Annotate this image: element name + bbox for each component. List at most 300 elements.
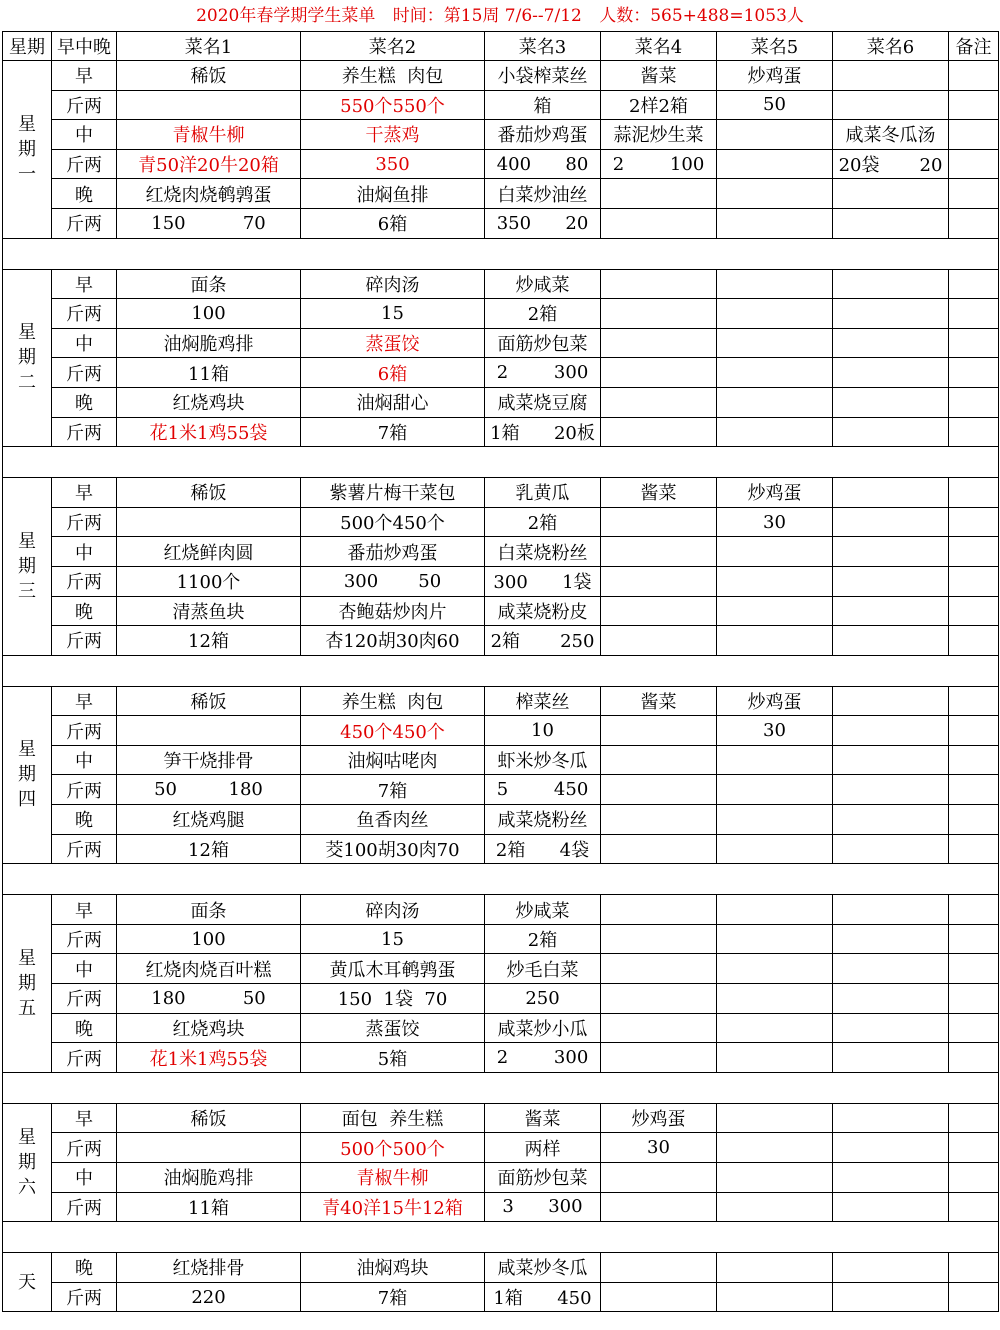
dish-cell: 6箱 <box>301 208 485 238</box>
menu-row <box>3 387 999 417</box>
dish-cell <box>601 984 717 1014</box>
dish-cell <box>833 1133 949 1163</box>
dish-cell: 茭100胡30肉70 <box>301 834 485 864</box>
dish-cell: 蒜泥炒生菜 <box>601 120 717 150</box>
spacer-cell <box>3 447 999 478</box>
menu-table <box>2 31 999 1312</box>
dish-cell <box>949 269 999 299</box>
dish-cell <box>833 1163 949 1193</box>
menu-row <box>3 895 999 925</box>
meal-label: 斤两 <box>52 834 117 864</box>
dish-cell <box>717 1043 833 1073</box>
meal-label: 早 <box>52 1103 117 1133</box>
dish-cell <box>601 895 717 925</box>
dish-cell <box>833 775 949 805</box>
meal-label: 早 <box>52 686 117 716</box>
day-label: 星 期 四 <box>3 686 52 864</box>
dish-cell <box>949 179 999 209</box>
dish-cell <box>949 1043 999 1073</box>
dish-cell <box>717 596 833 626</box>
menu-row <box>3 299 999 329</box>
menu-row <box>3 984 999 1014</box>
menu-row <box>3 686 999 716</box>
meal-label: 晚 <box>52 387 117 417</box>
dish-cell <box>949 1103 999 1133</box>
dish-cell: 20袋 20 <box>833 149 949 179</box>
meal-label: 斤两 <box>52 149 117 179</box>
dish-cell: 乳黄瓜 <box>485 478 601 508</box>
menu-row <box>3 775 999 805</box>
dish-cell: 15 <box>301 924 485 954</box>
day-label: 星 期 一 <box>3 61 52 239</box>
dish-cell: 青40洋15牛12箱 <box>301 1192 485 1222</box>
meal-label: 斤两 <box>52 1133 117 1163</box>
dish-cell <box>717 984 833 1014</box>
dish-cell <box>949 208 999 238</box>
dish-cell: 番茄炒鸡蛋 <box>301 537 485 567</box>
dish-cell: 红烧鸡块 <box>117 387 301 417</box>
dish-cell <box>949 566 999 596</box>
meal-label: 晚 <box>52 596 117 626</box>
dish-cell <box>117 507 301 537</box>
dish-cell: 300 1袋 <box>485 566 601 596</box>
header-row <box>3 32 999 61</box>
meal-label: 晚 <box>52 805 117 835</box>
dish-cell <box>717 1163 833 1193</box>
dish-cell <box>949 895 999 925</box>
dish-cell <box>117 90 301 120</box>
dish-cell: 炒鸡蛋 <box>717 686 833 716</box>
dish-cell: 小袋榨菜丝 <box>485 61 601 91</box>
dish-cell: 清蒸鱼块 <box>117 596 301 626</box>
dish-cell: 550个550个 <box>301 90 485 120</box>
dish-cell <box>949 716 999 746</box>
dish-cell <box>949 596 999 626</box>
dish-cell: 青椒牛柳 <box>301 1163 485 1193</box>
dish-cell: 稀饭 <box>117 1103 301 1133</box>
dish-cell <box>949 537 999 567</box>
dish-cell <box>949 1253 999 1283</box>
dish-cell: 稀饭 <box>117 61 301 91</box>
dish-cell <box>601 775 717 805</box>
dish-cell: 2箱 <box>485 299 601 329</box>
dish-cell <box>601 954 717 984</box>
dish-cell: 30 <box>601 1133 717 1163</box>
spacer-cell <box>3 238 999 269</box>
header-cell: 备注 <box>949 32 999 61</box>
menu-row <box>3 626 999 656</box>
dish-cell <box>949 1163 999 1193</box>
dish-cell: 青椒牛柳 <box>117 120 301 150</box>
meal-label: 中 <box>52 954 117 984</box>
dish-cell: 咸菜炒小瓜 <box>485 1013 601 1043</box>
dish-cell: 酱菜 <box>485 1103 601 1133</box>
dish-cell: 10 <box>485 716 601 746</box>
dish-cell <box>833 358 949 388</box>
dish-cell <box>601 208 717 238</box>
dish-cell <box>117 1133 301 1163</box>
dish-cell: 红烧鲜肉圆 <box>117 537 301 567</box>
dish-cell: 150 70 <box>117 208 301 238</box>
dish-cell <box>601 1282 717 1312</box>
dish-cell <box>949 61 999 91</box>
dish-cell <box>949 328 999 358</box>
dish-cell: 2箱 4袋 <box>485 834 601 864</box>
dish-cell: 杏鲍菇炒肉片 <box>301 596 485 626</box>
dish-cell <box>601 1253 717 1283</box>
dish-cell <box>717 328 833 358</box>
dish-cell <box>717 1133 833 1163</box>
day-label: 星 期 三 <box>3 478 52 656</box>
meal-label: 早 <box>52 895 117 925</box>
dish-cell: 番茄炒鸡蛋 <box>485 120 601 150</box>
dish-cell: 杏120胡30肉60 <box>301 626 485 656</box>
dish-cell <box>949 90 999 120</box>
dish-cell <box>833 90 949 120</box>
menu-row <box>3 1253 999 1283</box>
meal-label: 中 <box>52 120 117 150</box>
menu-row <box>3 179 999 209</box>
dish-cell <box>949 507 999 537</box>
dish-cell <box>601 1163 717 1193</box>
dish-cell <box>601 537 717 567</box>
dish-cell <box>717 834 833 864</box>
dish-cell <box>717 1253 833 1283</box>
dish-cell: 2箱 250 <box>485 626 601 656</box>
dish-cell: 30 <box>717 716 833 746</box>
dish-cell <box>601 1013 717 1043</box>
dish-cell: 2 300 <box>485 358 601 388</box>
dish-cell: 面包 养生糕 <box>301 1103 485 1133</box>
dish-cell <box>601 596 717 626</box>
dish-cell: 5箱 <box>301 1043 485 1073</box>
dish-cell <box>833 626 949 656</box>
meal-label: 斤两 <box>52 1043 117 1073</box>
menu-row <box>3 417 999 447</box>
meal-label: 晚 <box>52 1253 117 1283</box>
dish-cell <box>949 149 999 179</box>
meal-label: 斤两 <box>52 417 117 447</box>
dish-cell <box>949 805 999 835</box>
dish-cell: 炒鸡蛋 <box>601 1103 717 1133</box>
dish-cell: 箱 <box>485 90 601 120</box>
meal-label: 晚 <box>52 1013 117 1043</box>
dish-cell <box>949 745 999 775</box>
dish-cell: 7箱 <box>301 417 485 447</box>
meal-label: 中 <box>52 1163 117 1193</box>
dish-cell <box>601 299 717 329</box>
dish-cell <box>717 895 833 925</box>
dish-cell <box>833 716 949 746</box>
spacer-cell <box>3 1222 999 1253</box>
menu-row <box>3 90 999 120</box>
dish-cell <box>833 61 949 91</box>
menu-row <box>3 328 999 358</box>
dish-cell <box>601 834 717 864</box>
dish-cell: 咸菜冬瓜汤 <box>833 120 949 150</box>
dish-cell <box>601 566 717 596</box>
dish-cell <box>833 387 949 417</box>
day-label: 星 期 五 <box>3 895 52 1073</box>
meal-label: 斤两 <box>52 1282 117 1312</box>
dish-cell: 花1米1鸡55袋 <box>117 1043 301 1073</box>
menu-row <box>3 537 999 567</box>
dish-cell <box>601 328 717 358</box>
dish-cell <box>833 299 949 329</box>
dish-cell: 11箱 <box>117 1192 301 1222</box>
spacer-row <box>3 864 999 895</box>
dish-cell: 油焖脆鸡排 <box>117 1163 301 1193</box>
meal-label: 斤两 <box>52 924 117 954</box>
dish-cell <box>717 537 833 567</box>
dish-cell <box>833 745 949 775</box>
menu-row <box>3 269 999 299</box>
dish-cell <box>717 1282 833 1312</box>
dish-cell: 酱菜 <box>601 61 717 91</box>
header-cell: 星期 <box>3 32 52 61</box>
dish-cell: 咸菜烧粉丝 <box>485 805 601 835</box>
dish-cell <box>949 686 999 716</box>
menu-row <box>3 208 999 238</box>
dish-cell: 炒毛白菜 <box>485 954 601 984</box>
dish-cell: 油焖鱼排 <box>301 179 485 209</box>
dish-cell <box>717 179 833 209</box>
dish-cell: 黄瓜木耳鹌鹑蛋 <box>301 954 485 984</box>
dish-cell <box>717 208 833 238</box>
meal-label: 斤两 <box>52 626 117 656</box>
menu-row <box>3 1133 999 1163</box>
dish-cell: 2 300 <box>485 1043 601 1073</box>
dish-cell: 500个450个 <box>301 507 485 537</box>
menu-row <box>3 1013 999 1043</box>
menu-row <box>3 716 999 746</box>
dish-cell <box>833 924 949 954</box>
menu-row <box>3 745 999 775</box>
dish-cell: 面条 <box>117 269 301 299</box>
menu-row <box>3 1282 999 1312</box>
spacer-row <box>3 447 999 478</box>
dish-cell: 面筋炒包菜 <box>485 1163 601 1193</box>
dish-cell: 青50洋20牛20箱 <box>117 149 301 179</box>
menu-time: 时间：第15周 7/6--7/12 <box>392 6 582 26</box>
dish-cell <box>601 269 717 299</box>
meal-label: 早 <box>52 269 117 299</box>
dish-cell <box>117 716 301 746</box>
meal-label: 早 <box>52 478 117 508</box>
dish-cell: 碎肉汤 <box>301 895 485 925</box>
dish-cell: 养生糕 肉包 <box>301 61 485 91</box>
menu-row <box>3 834 999 864</box>
dish-cell <box>833 596 949 626</box>
dish-cell: 咸菜烧豆腐 <box>485 387 601 417</box>
dish-cell <box>717 269 833 299</box>
dish-cell <box>949 387 999 417</box>
dish-cell: 1箱 450 <box>485 1282 601 1312</box>
meal-label: 斤两 <box>52 358 117 388</box>
menu-row <box>3 1192 999 1222</box>
meal-label: 斤两 <box>52 208 117 238</box>
dish-cell: 咸菜烧粉皮 <box>485 596 601 626</box>
dish-cell <box>717 417 833 447</box>
meal-label: 中 <box>52 328 117 358</box>
meal-label: 斤两 <box>52 775 117 805</box>
dish-cell: 100 <box>117 299 301 329</box>
dish-cell <box>833 1282 949 1312</box>
dish-cell: 红烧排骨 <box>117 1253 301 1283</box>
dish-cell: 红烧肉烧鹌鹑蛋 <box>117 179 301 209</box>
menu-row <box>3 61 999 91</box>
dish-cell <box>833 537 949 567</box>
dish-cell <box>949 1013 999 1043</box>
day-label: 星 期 六 <box>3 1103 52 1221</box>
meal-label: 早 <box>52 61 117 91</box>
dish-cell: 油焖鸡块 <box>301 1253 485 1283</box>
dish-cell: 白菜炒油丝 <box>485 179 601 209</box>
dish-cell: 350 20 <box>485 208 601 238</box>
dish-cell <box>949 299 999 329</box>
spacer-row <box>3 1222 999 1253</box>
dish-cell <box>717 775 833 805</box>
dish-cell: 30 <box>717 507 833 537</box>
dish-cell: 油焖脆鸡排 <box>117 328 301 358</box>
dish-cell <box>833 566 949 596</box>
dish-cell <box>949 478 999 508</box>
dish-cell: 6箱 <box>301 358 485 388</box>
dish-cell: 300 50 <box>301 566 485 596</box>
dish-cell: 500个500个 <box>301 1133 485 1163</box>
dish-cell: 15 <box>301 299 485 329</box>
dish-cell: 5 450 <box>485 775 601 805</box>
dish-cell <box>601 716 717 746</box>
dish-cell: 蒸蛋饺 <box>301 1013 485 1043</box>
dish-cell <box>717 805 833 835</box>
menu-row <box>3 566 999 596</box>
dish-cell: 红烧肉烧百叶糕 <box>117 954 301 984</box>
dish-cell: 50 <box>717 90 833 120</box>
menu-row <box>3 507 999 537</box>
dish-cell: 2箱 <box>485 924 601 954</box>
menu-title <box>0 3 1000 30</box>
dish-cell <box>833 954 949 984</box>
dish-cell <box>949 358 999 388</box>
spacer-row <box>3 655 999 686</box>
dish-cell <box>601 924 717 954</box>
dish-cell: 两样 <box>485 1133 601 1163</box>
dish-cell <box>949 984 999 1014</box>
dish-cell <box>833 1103 949 1133</box>
menu-row <box>3 1163 999 1193</box>
dish-cell: 虾米炒冬瓜 <box>485 745 601 775</box>
dish-cell: 50 180 <box>117 775 301 805</box>
dish-cell <box>601 1192 717 1222</box>
day-label: 星 期 二 <box>3 269 52 447</box>
dish-cell: 3 300 <box>485 1192 601 1222</box>
dish-cell <box>949 775 999 805</box>
dish-cell: 碎肉汤 <box>301 269 485 299</box>
dish-cell: 白菜烧粉丝 <box>485 537 601 567</box>
dish-cell <box>949 924 999 954</box>
dish-cell: 炒咸菜 <box>485 895 601 925</box>
dish-cell <box>601 1043 717 1073</box>
dish-cell <box>949 120 999 150</box>
meal-label: 斤两 <box>52 1192 117 1222</box>
dish-cell: 面条 <box>117 895 301 925</box>
spacer-row <box>3 1072 999 1103</box>
dish-cell: 100 <box>117 924 301 954</box>
dish-cell <box>833 1043 949 1073</box>
dish-cell <box>833 1192 949 1222</box>
dish-cell: 250 <box>485 984 601 1014</box>
dish-cell: 2 100 <box>601 149 717 179</box>
dish-cell <box>717 626 833 656</box>
dish-cell: 220 <box>117 1282 301 1312</box>
dish-cell <box>717 358 833 388</box>
dish-cell: 12箱 <box>117 626 301 656</box>
dish-cell <box>717 1192 833 1222</box>
dish-cell <box>833 1253 949 1283</box>
dish-cell <box>717 299 833 329</box>
dish-cell: 12箱 <box>117 834 301 864</box>
dish-cell <box>717 924 833 954</box>
dish-cell <box>601 179 717 209</box>
header-cell: 菜名1 <box>117 32 301 61</box>
dish-cell: 咸菜炒冬瓜 <box>485 1253 601 1283</box>
dish-cell: 炒鸡蛋 <box>717 478 833 508</box>
dish-cell <box>949 626 999 656</box>
dish-cell: 干蒸鸡 <box>301 120 485 150</box>
dish-cell <box>833 507 949 537</box>
menu-row <box>3 149 999 179</box>
dish-cell <box>717 1103 833 1133</box>
meal-label: 斤两 <box>52 984 117 1014</box>
dish-cell: 红烧鸡腿 <box>117 805 301 835</box>
dish-cell <box>949 1282 999 1312</box>
dish-cell: 450个450个 <box>301 716 485 746</box>
menu-row <box>3 596 999 626</box>
dish-cell: 11箱 <box>117 358 301 388</box>
dish-cell <box>949 954 999 984</box>
dish-cell: 养生糕 肉包 <box>301 686 485 716</box>
header-cell: 菜名3 <box>485 32 601 61</box>
dish-cell <box>949 1133 999 1163</box>
menu-row <box>3 1043 999 1073</box>
dish-cell: 7箱 <box>301 1282 485 1312</box>
dish-cell <box>949 1192 999 1222</box>
dish-cell: 榨菜丝 <box>485 686 601 716</box>
dish-cell <box>601 387 717 417</box>
menu-name: 2020年春学期学生菜单 <box>196 6 376 26</box>
dish-cell: 350 <box>301 149 485 179</box>
dish-cell: 油焖甜心 <box>301 387 485 417</box>
header-cell: 菜名5 <box>717 32 833 61</box>
menu-row <box>3 358 999 388</box>
dish-cell: 1100个 <box>117 566 301 596</box>
dish-cell: 2样2箱 <box>601 90 717 120</box>
spacer-cell <box>3 655 999 686</box>
dish-cell <box>601 358 717 388</box>
dish-cell <box>601 745 717 775</box>
dish-cell <box>833 984 949 1014</box>
dish-cell: 蒸蛋饺 <box>301 328 485 358</box>
dish-cell <box>833 1013 949 1043</box>
dish-cell <box>717 954 833 984</box>
menu-row <box>3 120 999 150</box>
meal-label: 斤两 <box>52 299 117 329</box>
dish-cell: 180 50 <box>117 984 301 1014</box>
dish-cell: 花1米1鸡55袋 <box>117 417 301 447</box>
meal-label: 中 <box>52 537 117 567</box>
dish-cell: 笋干烧排骨 <box>117 745 301 775</box>
